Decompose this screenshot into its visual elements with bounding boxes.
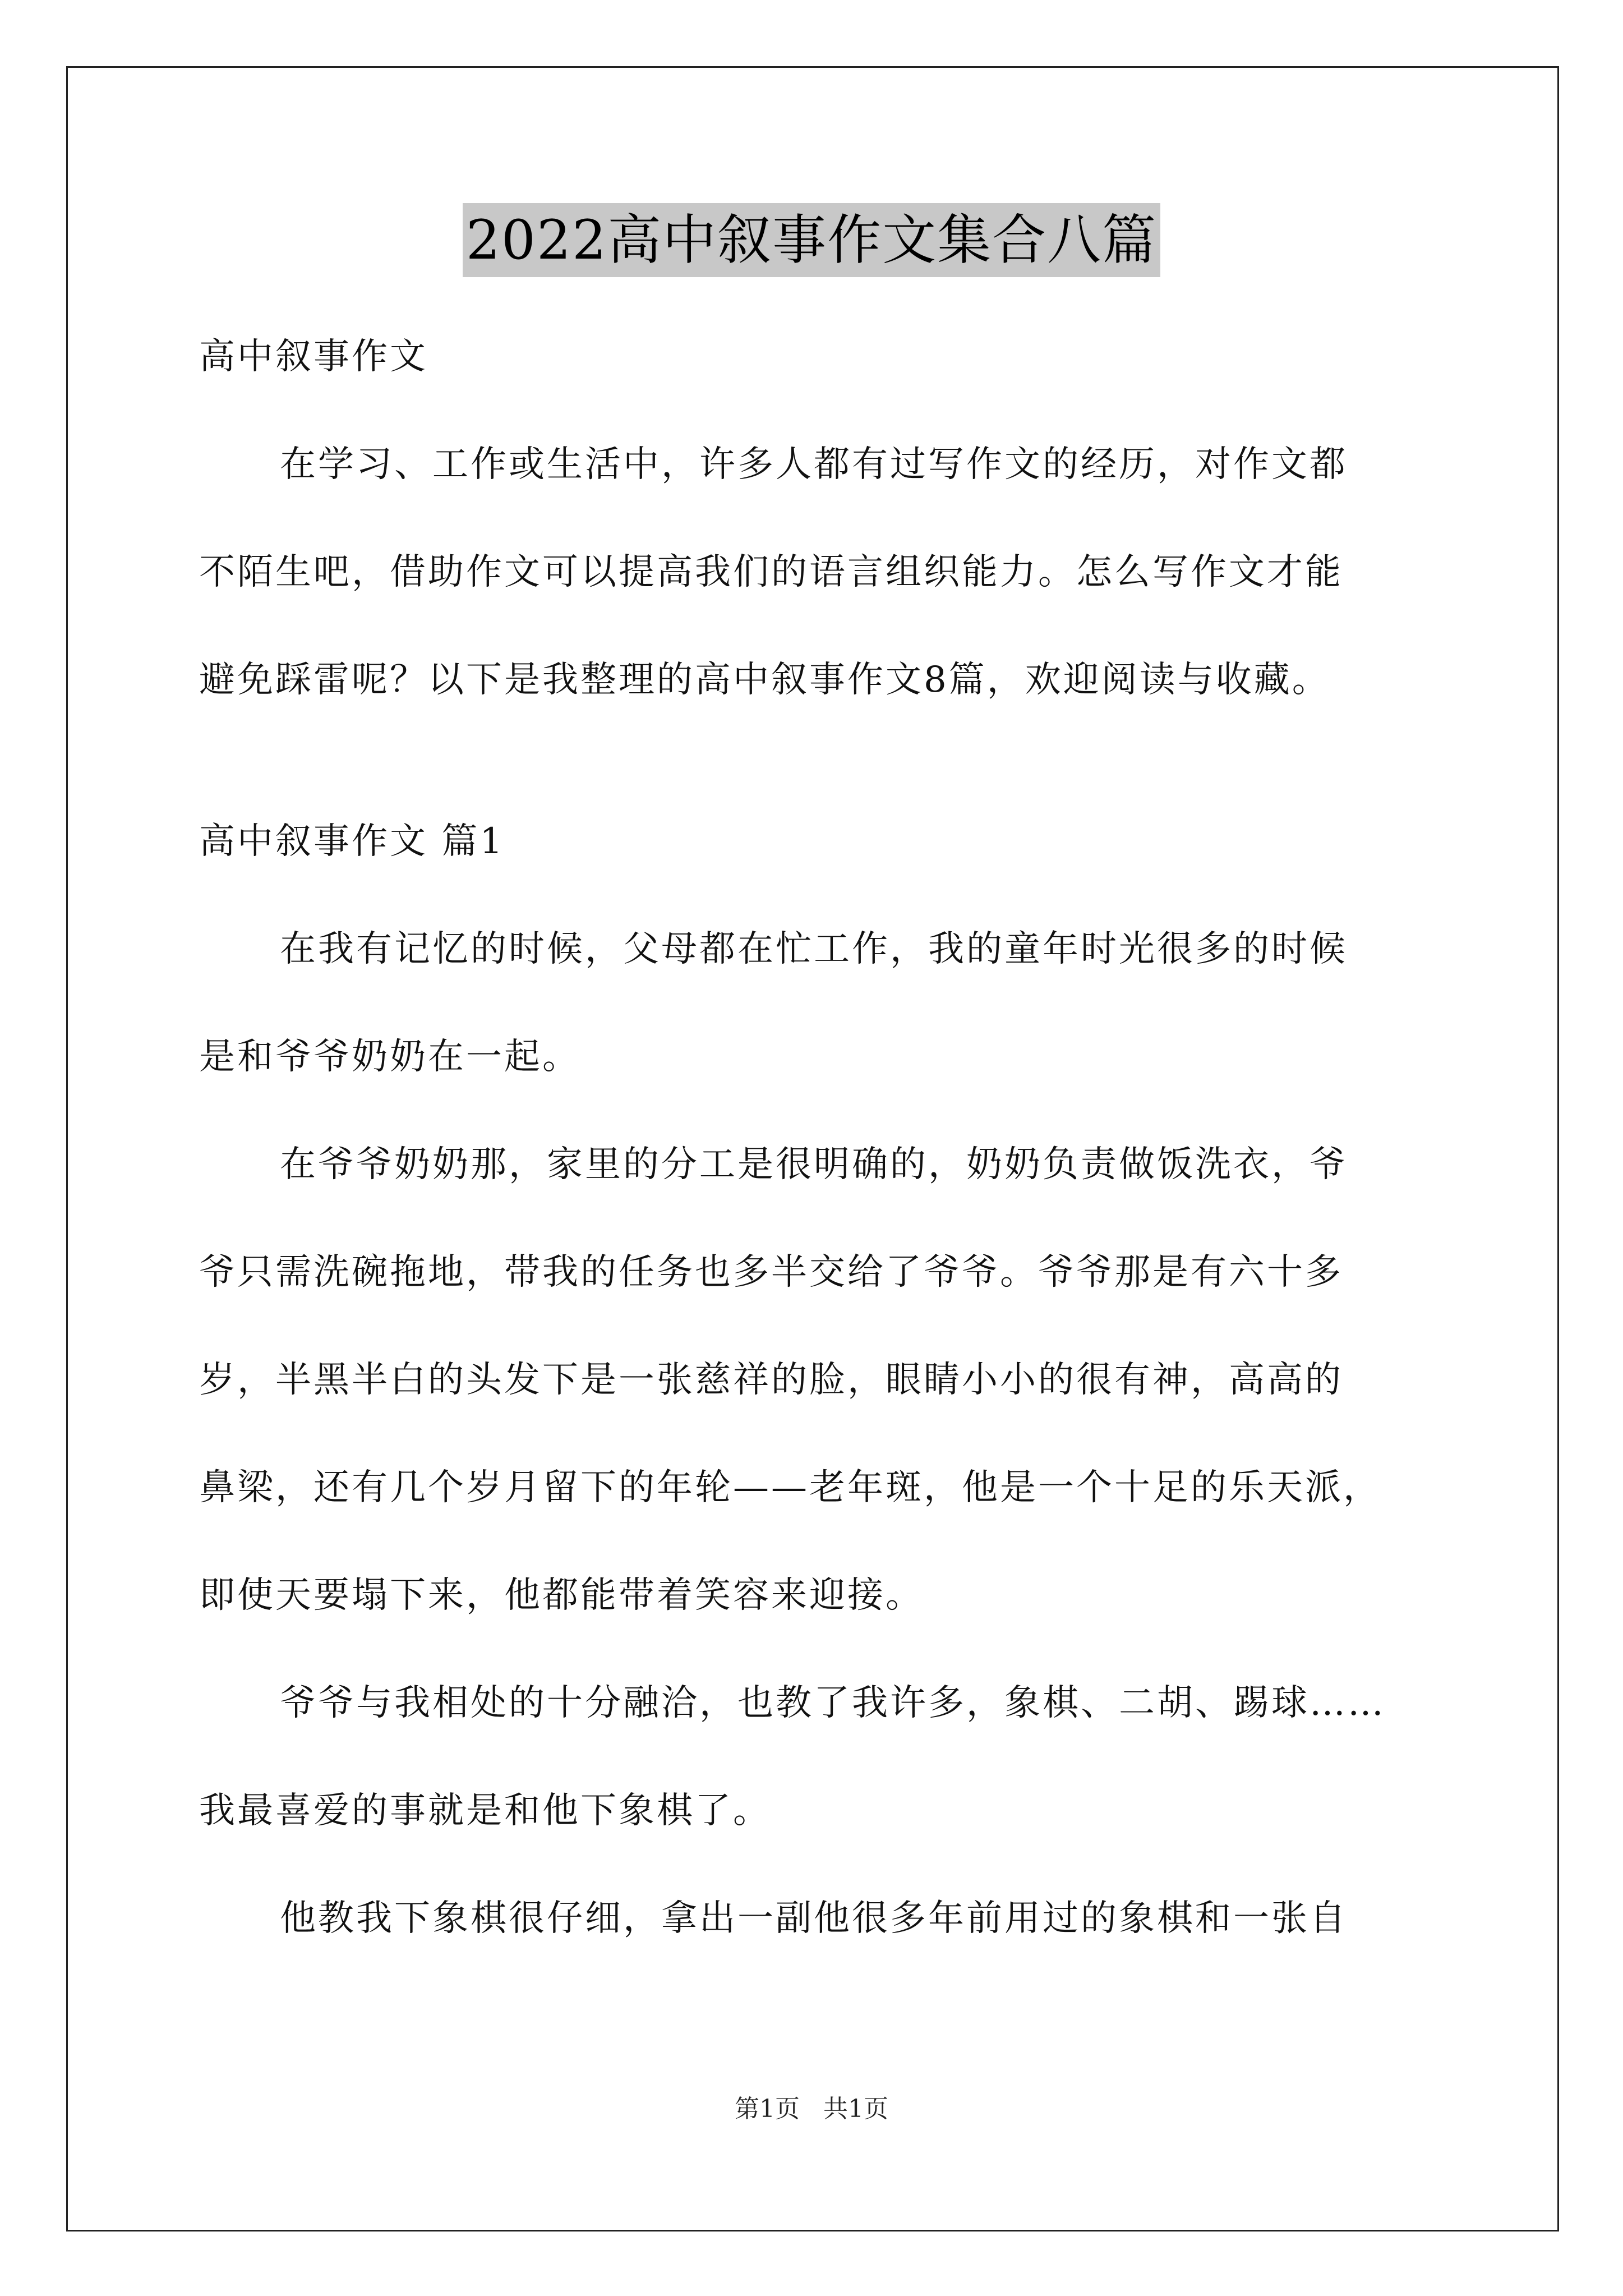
document-title: 2022高中叙事作文集合八篇: [463, 203, 1160, 277]
paragraph-line: 是和爷爷奶奶在一起。: [199, 1036, 580, 1078]
paragraph-line: 爷爷与我相处的十分融洽，也教了我许多，象棋、二胡、踢球……: [280, 1682, 1386, 1724]
title-container: [0, 203, 1623, 277]
paragraph-line: 他教我下象棋很仔细，拿出一副他很多年前用过的象棋和一张自: [280, 1898, 1348, 1939]
paragraph-line: 不陌生吧，借助作文可以提高我们的语言组织能力。怎么写作文才能: [199, 551, 1343, 593]
document-body: [199, 303, 1433, 1972]
paragraph-line: 避免踩雷呢？以下是我整理的高中叙事作文8篇，欢迎阅读与收藏。: [199, 659, 1330, 701]
paragraph-line: 在学习、工作或生活中，许多人都有过写作文的经历，对作文都: [280, 444, 1348, 485]
paragraph-line: 在爷爷奶奶那，家里的分工是很明确的，奶奶负责做饭洗衣，爷: [280, 1144, 1348, 1185]
paragraph-line: 即使天要塌下来，他都能带着笑容来迎接。: [199, 1575, 924, 1616]
paragraph-line: 岁，半黑半白的头发下是一张慈祥的脸，眼睛小小的很有神，高高的: [199, 1359, 1343, 1401]
page-footer: 第1页 共1页: [735, 2095, 888, 2123]
section-heading: 高中叙事作文 篇1: [199, 821, 505, 862]
section-spacer: [199, 734, 1433, 788]
paragraph-line: 鼻梁，还有几个岁月留下的年轮——老年斑，他是一个十足的乐天派，: [199, 1467, 1381, 1508]
paragraph-line: 我最喜爱的事就是和他下象棋了。: [199, 1790, 771, 1832]
paragraph-line: 在我有记忆的时候，父母都在忙工作，我的童年时光很多的时候: [280, 928, 1348, 970]
paragraph-line: 爷只需洗碗拖地，带我的任务也多半交给了爷爷。爷爷那是有六十多: [199, 1251, 1343, 1293]
intro-heading: 高中叙事作文: [199, 336, 428, 378]
